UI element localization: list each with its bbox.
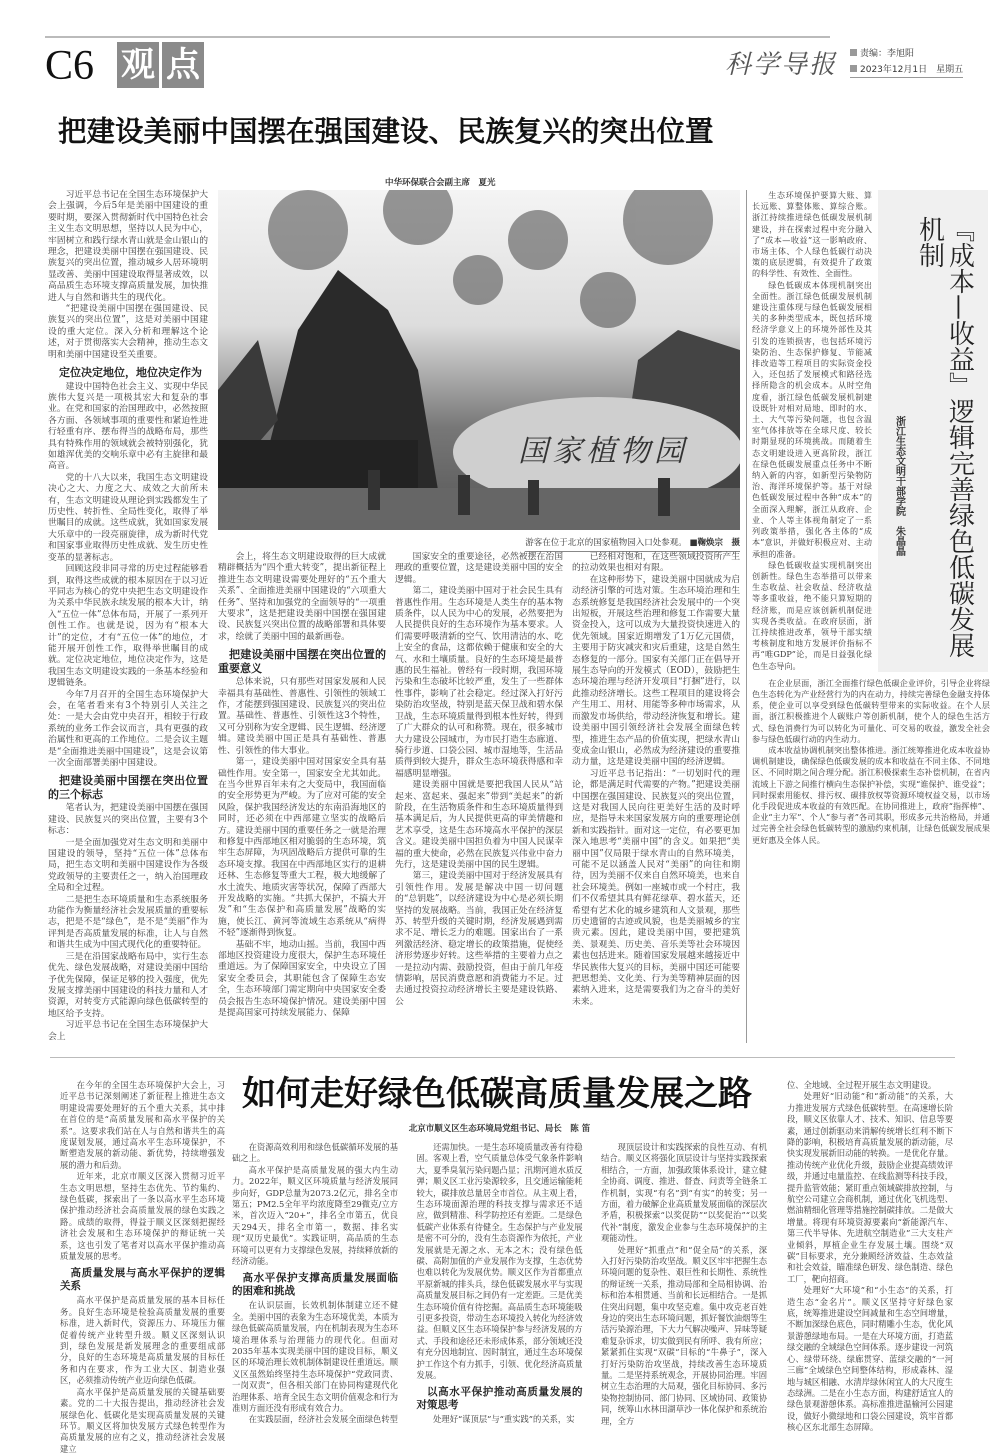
caption-row xyxy=(218,530,740,552)
newspaper-logo: 科学导报 xyxy=(725,50,838,80)
section-label-char: 点 xyxy=(162,42,204,88)
paragraph: 第三，建设美丽中国对于经济发展具有引领性作用。发展是解决中国一切问题的“总钥匙”，以经济建设为中心是必须长期坚持的发展战略。当前，我国正处在经济复苏、转型升级的关键时期，经济发展遇到需求不足、增长乏力的难题。国家出台了一系列激活经济、稳定增长的政策措施，促使经济形势逐步好转。这些举措的主要着力点之一是拉动内需、鼓励投资，但由于前几年疫情影响，居民消费意愿和消费能力不足。过去通过投资拉动经济增长主要是建设铁路、公 xyxy=(395,871,563,1007)
article-column xyxy=(572,552,740,1019)
paragraph: 在资源高效利用和绿色低碳循环发展的基础之上。 xyxy=(232,1141,398,1164)
news-photo xyxy=(218,190,740,530)
paragraph: 今年7月召开的全国生态环境保护大会，在笔者看来有3个特别引人关注之处：一是大会由党中央召开，相较于行政系统的业务工作会议而言，具有更强的政治属性和更高的工作地位。二是会议主题是“全面推进美丽中国建设”，这是会议第一次全面部署美丽中国建设。 xyxy=(48,689,208,768)
article-headline: 把建设美丽中国摆在强国建设、民族复兴的突出位置 xyxy=(58,115,714,148)
column-row xyxy=(218,552,740,1019)
paragraph: 在今年的全国生态环境保护大会上，习近平总书记深刻阐述了新征程上推进生态文明建设需要处理好的五个重大关系，其中排在首位的是“高质量发展和高水平保护的关系”。这要求我们站在人与自然和谐共生的高度谋划发展，通过高水平生态环境保护，不断塑造发展的新动能、新优势，持续增强发展的潜力和后劲。 xyxy=(60,1079,225,1170)
paragraph: 在企业层面，浙江全面推行绿色低碳企业评价，引导企业将绿色生态转化为产业经营行为的内在动力，持续完善绿色金融支持体系，使企业可以享受到绿色低碳转型带来的实际收益。在个人层面，浙江积极推进个人碳账户等创新机制，使个人的绿色生活方式、绿色消费行为可以转化为可量化、可交易的收益，激发全社会参与绿色低碳行动的内生动力。 xyxy=(752,677,990,744)
paragraph: 基础不牢，地动山摇。当前，我国中西部地区投资建设力度很大，保护生态环境任重道远。为了保障国家安全，中央设立了国家安全委员会，其职能包含了保障生态安全，生态环境部门需定期向中央国家安全委员会报告生态环境保护情况。建设美丽中国是提高国家可持续发展能力、保障 xyxy=(218,939,386,1019)
paragraph: 成本收益协调机制突出整体推进。浙江统筹推进化成本收益协调机制建设，确保绿色低碳发展的成本和收益在不同主体、不同地区、不同时期之间合理分配。浙江积极探索生态补偿机制，在省内流域上下游之间推行横向生态保护补偿，实现“谁保护、谁受益”；同时探索用能权、排污权、碳排放权等资源环境权益交易，以市场化手段促进成本收益的有效匹配。在协同推进上，政府“指挥棒”、企业“主力军”、个人“参与者”各司其职，形成多元共治格局，并通过完善全社会绿色低碳转型的激励约束机制，让绿色低碳发展成果更好惠及全体人民。 xyxy=(752,744,990,845)
paragraph: 还需加快。一是生态环境质量改善有待稳固。客观上看，空气质量总体受气象条件影响大，夏季臭氧污染问题凸显；汛期河道水质反弹；顺义区工业污染源较多，且交通运输能耗较大，碳排放总量居全市首位。从主观上看，生态环境面源治理的科技支撑与需求还不适应，做到精准、科学防控还有差距。二是绿色低碳产业体系有待健全。生态保护与产业发展是密不可分的，没有生态资源作为依托，产业发展就是无源之水、无本之木；没有绿色低碳、高附加值的产业发展作为支撑，生态优势也难以转化为发展优势。顺义区作为首都重点平原新城的排头兵，绿色低碳发展水平与实现高质量发展目标之间仍有一定差距。三是优美生态环境价值有待挖掘。高品质生态环境能吸引更多投资，带动生态环境投入转化为经济效益。但顺义区生态环境保护参与经济发展的方式、手段和途径还未形成体系，部分领域还没有充分因地制宜、因时制宜，通过生态环境保护工作这个有力抓手，引领、优化经济高质量发展。 xyxy=(416,1141,583,1381)
title-panel xyxy=(878,190,988,672)
paragraph: 高水平保护是高质量发展的关键基础要素。党的二十大报告提出，推动经济社会发展绿色化、低碳化是实现高质量发展的关键环节。顺义区将加快发展方式绿色转型作为高质量发展的应有之义，推动经济社会发展建立 xyxy=(60,1386,225,1454)
paragraph: 位、全地域、全过程开展生态文明建设。 xyxy=(787,1079,937,1090)
paragraph: 生态环境保护要算大账、算长远账、算整体账、算综合账。浙江持续推进绿色低碳发展机制建设，并在探索过程中充分融入了“成本—收益”这一影响政府、市场主体、个人绿色低碳行动决策的底层逻辑，有效提升了政策的科学性、有效性、全面性。 xyxy=(752,190,872,279)
paragraph: 会上，将生态文明建设取得的巨大成就精辟概括为“四个重大转变”，提出新征程上推进生态文明建设需要处理好的“五个重大关系”、全面推进美丽中国建设的“六项重大任务”、坚持和加强党的全面领导的“一项重大要求”，这是把建设美丽中国摆在强国建设、民族复兴突出位置的战略部署和具体要求，绘就了美丽中国的最新画卷。 xyxy=(218,552,386,642)
subheading: 把建设美丽中国摆在突出位置的重要意义 xyxy=(218,648,386,675)
article-column xyxy=(60,1080,225,1455)
paragraph: 总体来说，只有那些对国家发展和人民幸福具有基础性、普惠性、引领性的领域工作，才能摆到强国建设、民族复兴的突出位置。基础性、普惠性、引领性这3个特性，又可分别称为安全逻辑、民生逻辑、经济逻辑。建设美丽中国正是具有基础性、普惠性、引领性的伟大事业。 xyxy=(218,677,386,756)
subheading: 高质量发展与高水平保护的逻辑关系 xyxy=(60,1267,225,1293)
page-number: C6 xyxy=(45,43,95,89)
paragraph: 习近平总书记在全国生态环境保护大会上 xyxy=(48,1020,208,1042)
subheading: 把建设美丽中国摆在突出位置的三个标志 xyxy=(48,774,208,801)
article-byline: 浙江生态文明干部学院 朱晶晶 xyxy=(893,416,905,556)
article-headline-vertical: 『成本—收益』逻辑完善绿色低碳发展机制 xyxy=(914,216,975,658)
column-row xyxy=(232,1142,767,1427)
paragraph: 高水平保护是高质量发展的基本目标任务。良好生态环境是检验高质量发展的重要标准，进入新时代，资源压力、环境压力催促着传统产业转型升级。顺义区深刻认识到，绿色发展是新发展理念的重要组成部分，良好的生态环境是高质量发展的目标任务和内在要求，作为工业大区、制造业强区，必须推动传统产业迈向绿色低碳。 xyxy=(60,1295,225,1386)
paragraph: 建设中国特色社会主义、实现中华民族伟大复兴是一项极其宏大和复杂的事业。在党和国家的治国理政中，必然按照各方面、各领域事项的重要性和紧迫性进行轻重有序、摆布得当的战略布局，那些具有特殊作用的领域就会被特别强化，犹如雄浑优美的交响乐章中必有主旋律和最高音。 xyxy=(48,381,208,472)
article-main-area xyxy=(218,190,740,1019)
rock-inscription: 国家植物园 xyxy=(518,434,688,469)
article-byline: 中华环保联合会副主席 夏光 xyxy=(385,178,496,188)
paragraph: 处理好“旧动能”和“新动能”的关系，大力推进发展方式绿色低碳转型。在高速增长阶段，顺义区依靠人才、技术、知识、信息等要素，通过创新驱动来消解传统增长红利不断下降的影响，积极培育高质量发展的新动能，尽快实现发展新旧动能的转换。一是优化存量。推动传统产业优化升级，鼓励企业提高绩效评级，并通过电量监控、在线监测等科技手段，提升监管效能；紧盯重点领域碳排放控制，与航空公司建立会商机制，通过优化飞机选型、燃油精细化管理等措施控制碳排放。二是做大增量。将现有环境资源要素向“新能源汽车、第三代半导体、先进航空制造业”三大支柱产业倾斜，厚植企业生存发展土壤。围绕“双碳”目标要求，充分兼顾经济效益、生态效益和社会效益，瞄准绿色研发、绿色制造、绿色工厂，靶向招商。 xyxy=(787,1091,953,1284)
section-label-char: 观 xyxy=(117,42,159,88)
article-byline: 北京市顺义区生态环境局党组书记、局长 陈 笛 xyxy=(408,1123,591,1134)
bottom-section xyxy=(0,1058,1000,1455)
paragraph: 高水平保护是高质量发展的强大内生动力。2022年，顺义区环境质量与经济发展同步向好，GDP总量为2073.2亿元，排名全市第五；PM2.5全年平均浓度降至29微克/立方米，首次迈入“20+”，排名全市第五，优良天294天，排名全市第一，数据、排名实现“双历史最优”。实践证明，高品质的生态环境可以更有力支撑绿色发展，持续释放新的经济动能。 xyxy=(232,1164,398,1266)
article-column xyxy=(752,190,872,672)
paragraph: 习近平总书记指出：“一切划时代的理论，都是满足时代需要的产物。”把建设美丽中国摆在强国建设、民族复兴的突出位置，这是对我国人民向往更美好生活的及时呼应，是指导未来国家发展方向的重要理论创新和实践指针。面对这一定位，有必要更加深入地思考“美丽中国”的含义。如果把“美丽中国”仅局限于绿水青山的自然环境美，可能不足以涵盖人民对“美丽”的向往和期待，因为美丽不仅来自自然环境美，也来自社会环境美。例如一座城市或一个村庄，我们不仅希望其具有鲜花绿草、碧水蓝天，还希望有艺术化的城乡建筑和人文景观，那些历史遗留的古迹或风貌，也是美丽城乡的宝贵元素。因此，建设美丽中国，要把建筑美、景观美、历史美、音乐美等社会环境因素也包括进来。随着国家发展越来越接近中华民族伟大复兴的目标，美丽中国还可能要把思想美、文化美、行为美等精神层面的因素纳入进来，这是需要我们为之奋斗的美好未来。 xyxy=(572,768,740,1007)
paragraph: “把建设美丽中国摆在强国建设、民族复兴的突出位置”，这是对美丽中国建设的重大定位。深入分析和理解这个论述，对于贯彻落实大会精神，推动生态文明和美丽中国建设至关重要。 xyxy=(48,304,208,360)
article-headline: 如何走好绿色低碳高质量发展之路 xyxy=(242,1073,752,1114)
subheading: 定位决定地位，地位决定作为 xyxy=(59,366,202,380)
paragraph: 二是把生态环境质量和生态系统服务功能作为衡量经济社会发展质量的重要标志，把是不是“绿色”，是不是“美丽”作为评判是否高质量发展的标准，让人与自然和谐共生成为中国式现代化的重要特征。 xyxy=(48,894,208,951)
article-column xyxy=(48,190,208,1043)
article-header xyxy=(0,100,1000,190)
article-column xyxy=(395,552,563,1019)
paragraph: 在这种形势下，建设美丽中国就成为启动经济引擎的可选对策。生态环境治理和生态系统修复是我国经济社会发展中的一个突出短板，开展这些治理和修复工作需要大量资金投入，这可以成为大量投资快速进入的优先领域。国家近期增发了1万亿元国债，主要用于防灾减灾和灾后重建，这是自然生态修复的一部分。国家有关部门正在倡导开展生态导向的开发模式（EOD），鼓励把生态环境治理与经济开发项目“打捆”进行，以此推动经济增长。这些工程项目的建设将会产生用工、用材、用能等多种市场需求，从而激发市场供给，带动经济恢复和增长。建设美丽中国引领经济社会发展全面绿色转型，推进生态产品的价值实现，把绿水青山变成金山银山，必然成为经济建设的重要推动力量，这是建设美丽中国的经济逻辑。 xyxy=(572,574,740,768)
paragraph: 绿色低碳收益实现机制突出创新性。绿色生态举措可以带来生态收益、社会收益、经济收益等多重收益，绝不能只算短期的经济账，而是应该创新机制促进实现各类收益。在政府层面，浙江持续推进改革，领导干部实绩考核制度和地方发展评价指标不再“唯GDP”论，而是日益强化绿色生态导向。 xyxy=(752,559,872,671)
article-column xyxy=(787,1080,953,1434)
photo-credit: ■鞠焕宗 摄 xyxy=(689,538,740,548)
paragraph: 处理好“大环境”和“小生态”的关系，打造生态“金名片”。顺义区坚持守好绿色家底，统筹推进建设空间减量和生态空间增量，不断加深绿色底色，同时精雕小生态，优化风景游憩绿地布局。一是在大环境方面，打造蓝绿交融的全域绿色空间体系。逐步建设一河筑心、绿带环绕、绿廊贯穿、蓝绿交融的“一河三廊”全域绿色空间整体结构，形成森林、湿地与城区相融、水清岸绿休闲宜人的大尺度生态绿洲。二是在小生态方面，构建舒适宜人的绿色景观游憩体系。高标准推进温榆河公园建设，做好小微绿地和口袋公园建设，筑牢首都核心区东北部生态屏障。 xyxy=(787,1285,953,1433)
caption-text: 游客在位于北京的国家植物园入口处参观。 xyxy=(525,538,687,548)
issue-date: 2023年12月1日 星期五 xyxy=(850,62,963,78)
paragraph: 在认识层面，长效机制体制建立还不健全。美丽中国的表象为生态环境优美，本质为绿色低碳高质量发展，内在机制表现为生态环境治理体系与治理能力的现代化。但面对2035年基本实现美丽中国的建设目标，顺义区的环境治理长效机制体制建设任重道远。顺义区虽然始终坚持生态环境保护“党政同责、一岗双责”，但各相关部门在协同构建现代化治理体系、培育全民生态文明价值观念和行为准则方面还没有形成有效合力。 xyxy=(232,1300,398,1414)
article-column xyxy=(601,1142,767,1427)
subheading: 高水平保护支撑高质量发展面临的困难和挑战 xyxy=(232,1272,398,1298)
paragraph: 处理好“抓重点”和“促全局”的关系，深入打好污染防治攻坚战。顺义区牢牢把握生态环境问题的复杂性、艰巨性和长期性、系统性的辩证统一关系，推动局部和全局相协调、治标和治本相贯通、当前和长远相结合。一是抓住突出问题，集中攻坚克难。集中攻克老百姓身边的突出生态环境问题，抓好餐饮油烟等生活污染源治理，下大力气解决噪声、异味等疑难复杂诉求，切实做到民有所呼、我有所应；紧紧抓住实现“双碳”目标的“牛鼻子”，深入打好污染防治攻坚战，持续改善生态环境质量。二是坚持系统观念，开展协同治理。牢固树立生态治理的大局观，强化目标协同、多污染物控制协同、部门协同、区域协同、政策协同，统筹山水林田湖草沙一体化保护和系统治理，全方 xyxy=(601,1244,767,1426)
subheading: 以高水平保护推动高质量发展的对策思考 xyxy=(416,1386,583,1412)
paragraph: 处理好“谋顶层”与“重实践”的关系，实 xyxy=(433,1414,575,1425)
paragraph: 近年来，北京市顺义区深入贯彻习近平生态文明思想，坚持生态优先、节约集约、绿色低碳，探索出了一条以高水平生态环境保护推动经济社会高质量发展的绿色实践之路。成绩的取得，得益于顺义区深刻把握经济社会发展和生态环境保护的辩证统一关系，这也引发了笔者对以高水平保护推动高质量发展的思考。 xyxy=(60,1171,225,1262)
article-column xyxy=(417,1142,583,1427)
paragraph: 第一，建设美丽中国对国家安全具有基础性作用。安全第一，国家安全尤其如此。在当今世界百年未有之大变局中，我国面临的安全形势更为严峻。为了应对可能的安全风险，保护我国经济发达的东南沿海地区的同时，还必须在中西部建立坚实的战略后方。建设美丽中国的重要任务之一就是治理和修复中西部地区相对脆弱的生态环境，筑牢生态屏障，为巩固战略后方提供可靠的生态环境支撑。我国在中西部地区实行的退耕还林、生态修复等重大工程，极大地缓解了水土流失、地质灾害等状况，保障了西部大开发战略的实施。“共抓大保护，不搞大开发”和“生态保护和高质量发展”战略的实施，使长江、黄河等流域生态系统从“病得不轻”逐渐得到恢复。 xyxy=(218,757,386,939)
paragraph: 一是全面加强党对生态文明和美丽中国建设的领导，坚持“五位一体”总体布局，把生态文明和美丽中国建设作为各级党政领导的主要责任之一，纳入治国理政全局和全过程。 xyxy=(48,837,208,894)
paragraph: 已经相对饱和，在这些领域投资所产生的拉动效果也相对有限。 xyxy=(572,552,740,574)
paragraph: 党的十八大以来，我国生态文明建设决心之大、力度之大、成效之大前所未有，生态文明建设从理论到实践都发生了历史性、转折性、全局性变化，取得了举世瞩目的成就。这些成就，犹如国家发展大乐章中的一段亮丽旋律，成为新时代党和国家事业取得历史性成就、发生历史性变革的显著标志。 xyxy=(48,472,208,563)
paragraph: 建设美丽中国就是要把我国人民从“站起来、富起来、强起来”带到“美起来”的新阶段，在生活物质条件和生态环境质量得到基本满足后，为人民提供更高的审美情趣和艺术享受，这是生态环境高水平保护的深层含义。建设美丽中国担负着为中国人民谋幸福的重大使命，必然在民族复兴伟业中奋力先行，这是建设美丽中国的民生逻辑。 xyxy=(395,780,563,870)
article-column xyxy=(752,678,990,846)
article-column xyxy=(232,1142,398,1427)
article-main-area xyxy=(232,1072,767,1427)
article-column xyxy=(218,552,386,1019)
paragraph: 绿色低碳成本体现机制突出全面性。浙江绿色低碳发展机制建设注重体现与绿色低碳发展相关的多种类型成本，既包括环境经济学意义上的环境外部性及其引发的连锁损害，也包括环境污染防治、生态保护修复、节能减排改造等工程项目的实际资金投入，还包括了发展模式和路径选择所隐含的机会成本。从时空角度看，浙江绿色低碳发展机制建设既针对相对局地、即时的水、土、大气等污染问题，也包含温室气体排放等在全球尺度、较长时期显现的环境挑战。而随着生态文明建设进入更高阶段，浙江在绿色低碳发展重点任务中不断纳入新的内容，如新型污染物防治、海洋环境保护等。基于对绿色低碳发展过程中各种“成本”的全面深入理解，浙江从政府、企业、个人等主体视角制定了一系列政策举措，强化各主体的“成本”意识，并做好积极应对、主动承担的准备。 xyxy=(752,279,872,559)
sidebar-top xyxy=(752,190,990,672)
paragraph: 回顾这段非同寻常的历史过程能够看到，取得这些成就的根本原因在于以习近平同志为核心的党中央把生态文明建设作为关系中华民族永续发展的根本大计，纳入“五位一体”总体布局，开展了一系列开创性工作。也就是说，因为有“根本大计”的定位，才有“五位一体”的地位，才能开展开创性工作，取得举世瞩目的成就。定位决定地位，地位决定作为，这是我国生态文明建设实践的一条基本经验和逻辑链条。 xyxy=(48,564,208,689)
top-rule xyxy=(45,36,830,38)
paragraph: 笔者认为，把建设美丽中国摆在强国建设、民族复兴的突出位置，主要有3个标志： xyxy=(48,803,208,837)
sidebar-article xyxy=(746,190,990,1043)
paragraph: 现顶层设计和实践探索的良性互动、有机结合。顺义区将强化顶层设计与坚持实践探索相结合，一方面，加强政策体系设计，建立健全协商、调度、推进、督查、问责等全链条工作机制，实现“有名”到“有实”的转变；另一方面，着力破解企业高质量发展面临的深层次矛盾，积极探索“以奖促防”“以奖促治”“以奖代补”制度，激发企业参与生态环境保护的主观能动性。 xyxy=(601,1141,767,1244)
paragraph: 第二，建设美丽中国对于社会民生具有普惠性作用。生态环境是人类生存的基本物质条件，以人民为中心的发展，必然要把为人民提供良好的生态环境作为基本要求。人们需要呼吸清新的空气、饮用清洁的水、吃上安全的食品，这都依赖于健康和安全的大气、水和土壤质量。良好的生态环境是最普惠的民生福祉。曾经有一段时期，我国环境污染和生态破坏比较严重，发生了一些群体性事件，影响了社会稳定。经过深入打好污染防治攻坚战，特别是蓝天保卫战和碧水保卫战，生态环境质量得到根本性好转，得到了广大群众的认可和称赞。现在，很多城市大力建设公园城市，为市民打造生态廊道、骑行步道、口袋公园、城市湿地等，生活品质得到较大提升，群众生态环境获得感和幸福感明显增强。 xyxy=(395,586,563,779)
masthead xyxy=(0,0,1000,100)
photo-botanical-garden-entrance xyxy=(218,190,740,530)
photo-caption xyxy=(525,536,740,552)
paragraph: 国家安全的重要途径，必然被摆在治国理政的重要位置，这是建设美丽中国的安全逻辑。 xyxy=(395,552,563,585)
editor-info: 责编：李旭阳 xyxy=(850,46,914,59)
top-section xyxy=(0,190,1000,1043)
paragraph: 三是在沿国家战略布局中，实行生态优先、绿色发展战略，对建设美丽中国给予优先保障，保证足够的投入强度，优先发展支撑美丽中国建设的科技力量和人才资源，对转变方式能源向绿色低碳转型的地区给予支持。 xyxy=(48,951,208,1019)
paragraph: 习近平总书记在全国生态环境保护大会上强调，今后5年是美丽中国建设的重要时期，要深入贯彻新时代中国特色社会主义生态文明思想，坚持以人民为中心，牢固树立和践行绿水青山就是金山银山的理念，把建设美丽中国摆在强国建设、民族复兴的突出位置，推动城乡人居环境明显改善、美丽中国建设取得显著成效，以高品质生态环境支撑高质量发展，加快推进人与自然和谐共生的现代化。 xyxy=(48,190,208,303)
paragraph: 在实践层面，经济社会发展全面绿色转型 xyxy=(248,1414,398,1425)
